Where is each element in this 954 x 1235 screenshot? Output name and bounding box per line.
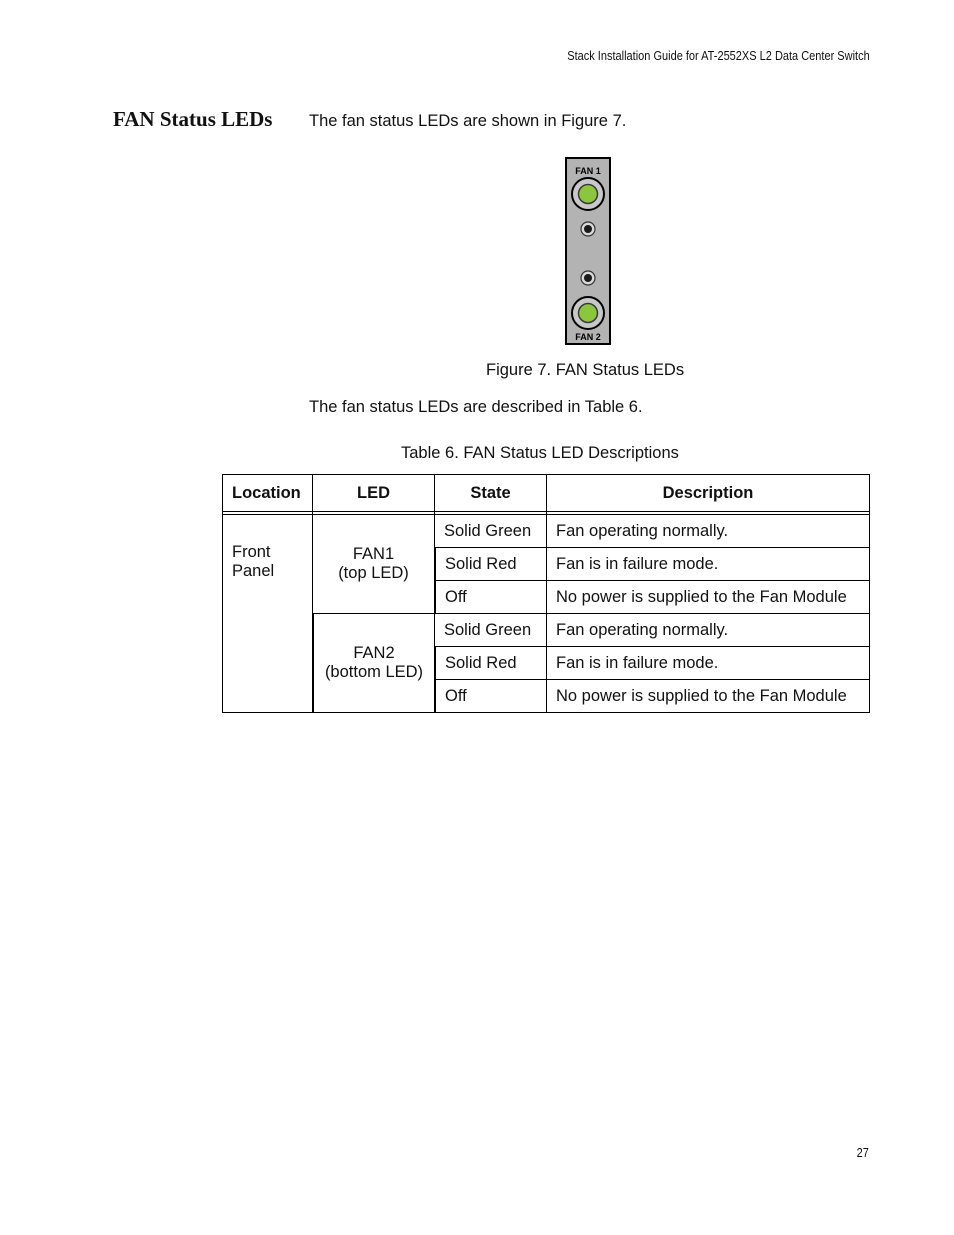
fan-status-led-table bbox=[222, 474, 870, 713]
header-led: LED bbox=[313, 474, 435, 512]
page-number: 27 bbox=[856, 1146, 869, 1160]
location-cell bbox=[222, 515, 313, 713]
description-cell: Fan operating normally. bbox=[547, 515, 870, 548]
description-cell: Fan operating normally. bbox=[547, 614, 870, 647]
state-cell: Off bbox=[435, 581, 547, 614]
header-description: Description bbox=[547, 474, 870, 512]
table-row bbox=[222, 614, 870, 647]
description-cell: No power is supplied to the Fan Module bbox=[547, 680, 870, 713]
fan1-label: FAN 1 bbox=[575, 166, 601, 176]
fan1-led-name: FAN1 bbox=[352, 545, 395, 563]
state-cell: Solid Green bbox=[435, 614, 547, 647]
fan1-led-cell bbox=[313, 515, 435, 614]
fan2-label: FAN 2 bbox=[575, 332, 601, 342]
header-state: State bbox=[435, 474, 547, 512]
fan2-led-cell bbox=[313, 614, 435, 713]
state-cell: Off bbox=[435, 680, 547, 713]
description-cell: Fan is in failure mode. bbox=[547, 548, 870, 581]
lower-indicator-core bbox=[584, 274, 592, 282]
location-line1: Front bbox=[232, 543, 271, 561]
table-reference-paragraph: The fan status LEDs are described in Table 6. bbox=[309, 398, 643, 416]
running-header: Stack Installation Guide for AT-2552XS L2 Data Center Switch bbox=[567, 49, 870, 63]
table-row bbox=[222, 515, 870, 548]
fan2-led bbox=[579, 304, 598, 323]
intro-paragraph: The fan status LEDs are shown in Figure 7. bbox=[309, 112, 627, 130]
fan2-led-position: (bottom LED) bbox=[324, 663, 424, 681]
description-cell: Fan is in failure mode. bbox=[547, 647, 870, 680]
location-line2: Panel bbox=[232, 562, 275, 580]
fan1-led-position: (top LED) bbox=[338, 564, 409, 582]
table-header-row bbox=[222, 474, 870, 512]
upper-indicator-core bbox=[584, 225, 592, 233]
fan2-led-name: FAN2 bbox=[353, 644, 395, 662]
description-cell: No power is supplied to the Fan Module bbox=[547, 581, 870, 614]
table-caption: Table 6. FAN Status LED Descriptions bbox=[401, 444, 679, 462]
state-cell: Solid Red bbox=[435, 548, 547, 581]
fan-led-panel-figure bbox=[565, 157, 611, 345]
figure-caption: Figure 7. FAN Status LEDs bbox=[486, 361, 685, 379]
header-location: Location bbox=[222, 474, 313, 512]
fan1-led bbox=[579, 185, 598, 204]
section-heading: FAN Status LEDs bbox=[113, 107, 273, 131]
state-cell: Solid Green bbox=[435, 515, 547, 548]
state-cell: Solid Red bbox=[435, 647, 547, 680]
